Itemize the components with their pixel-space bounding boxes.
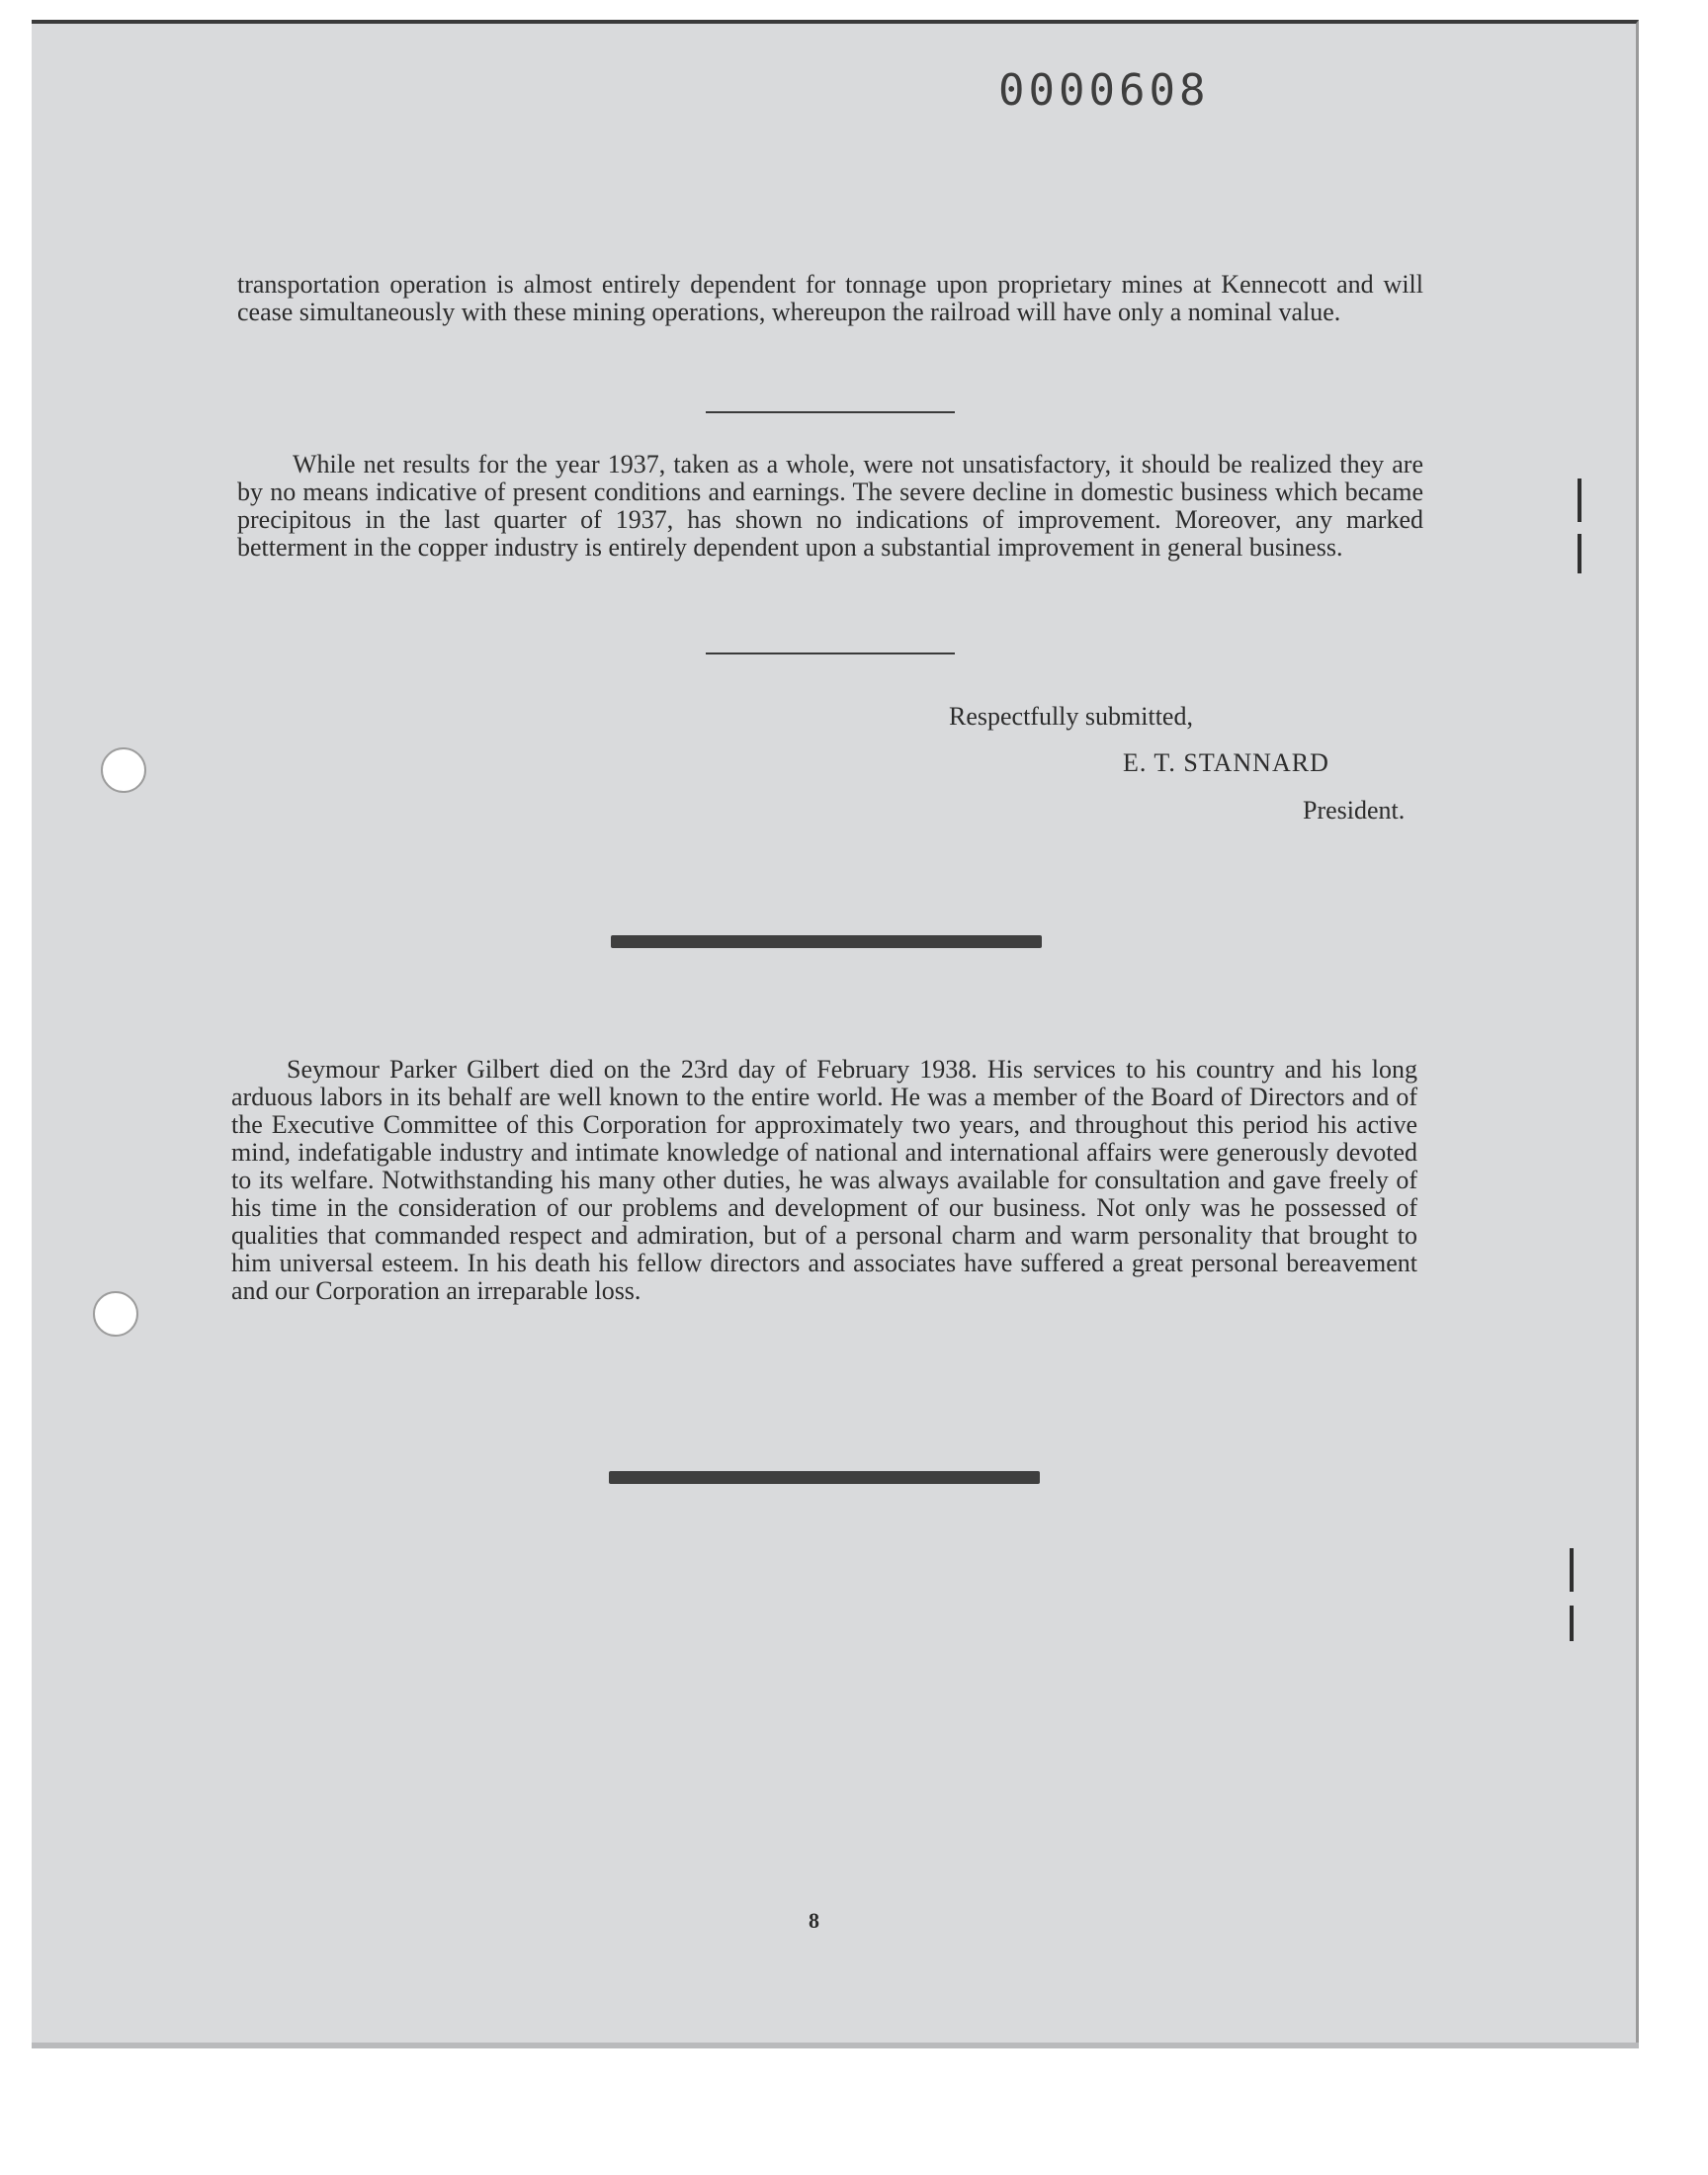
page-number: 8 bbox=[809, 1908, 819, 1933]
margin-change-bar bbox=[1578, 534, 1581, 573]
punch-hole bbox=[101, 747, 146, 793]
section-divider bbox=[706, 411, 955, 413]
section-divider bbox=[706, 652, 955, 654]
signer-title: President. bbox=[1303, 796, 1406, 825]
margin-change-bar bbox=[1570, 1548, 1574, 1592]
punch-hole bbox=[93, 1291, 138, 1337]
heavy-divider bbox=[609, 1471, 1040, 1484]
paragraph-railroad: transportation operation is almost entirely dependent for tonnage upon proprietary mines at Kennecott and will cease simultaneously with these mining operations, whereupon the railroad will have only a nominal value. bbox=[237, 270, 1423, 326]
signer-name: E. T. STANNARD bbox=[1123, 748, 1329, 777]
document-number: 0000608 bbox=[998, 65, 1210, 116]
page-bottom-edge bbox=[32, 2043, 1639, 2048]
margin-change-bar bbox=[1578, 478, 1581, 522]
margin-change-bar bbox=[1570, 1606, 1574, 1641]
paragraph-net-results: While net results for the year 1937, taken as a whole, were not unsatisfactory, it should be realized they are by no means indicative of present conditions and earnings. The severe decline in domestic business which became precipitous in the last quarter of 1937, has shown no indications of improvement. Moreover, any marked betterment in the copper industry is entirely dependent upon a substantial improvement in general business. bbox=[237, 450, 1423, 562]
paragraph-obituary: Seymour Parker Gilbert died on the 23rd day of February 1938. His services to his country and his long arduous labors in its behalf are well known to the entire world. He was a member of the Board of Directors and of the Executive Committee of this Corporation for approximately two years, and throughout this period his active mind, indefatigable industry and intimate knowledge of national and international affairs were generously devoted to its welfare. Notwithstanding his many other duties, he was always available for consultation and gave freely of his time in the consideration of our problems and development of our business. Not only was he possessed of qualities that commanded respect and admiration, but of a personal charm and warm personality that brought to him universal esteem. In his death his fellow directors and associates have suffered a great personal bereavement and our Corporation an irreparable loss. bbox=[231, 1055, 1417, 1305]
heavy-divider bbox=[611, 935, 1042, 948]
closing-salutation: Respectfully submitted, bbox=[949, 702, 1193, 731]
